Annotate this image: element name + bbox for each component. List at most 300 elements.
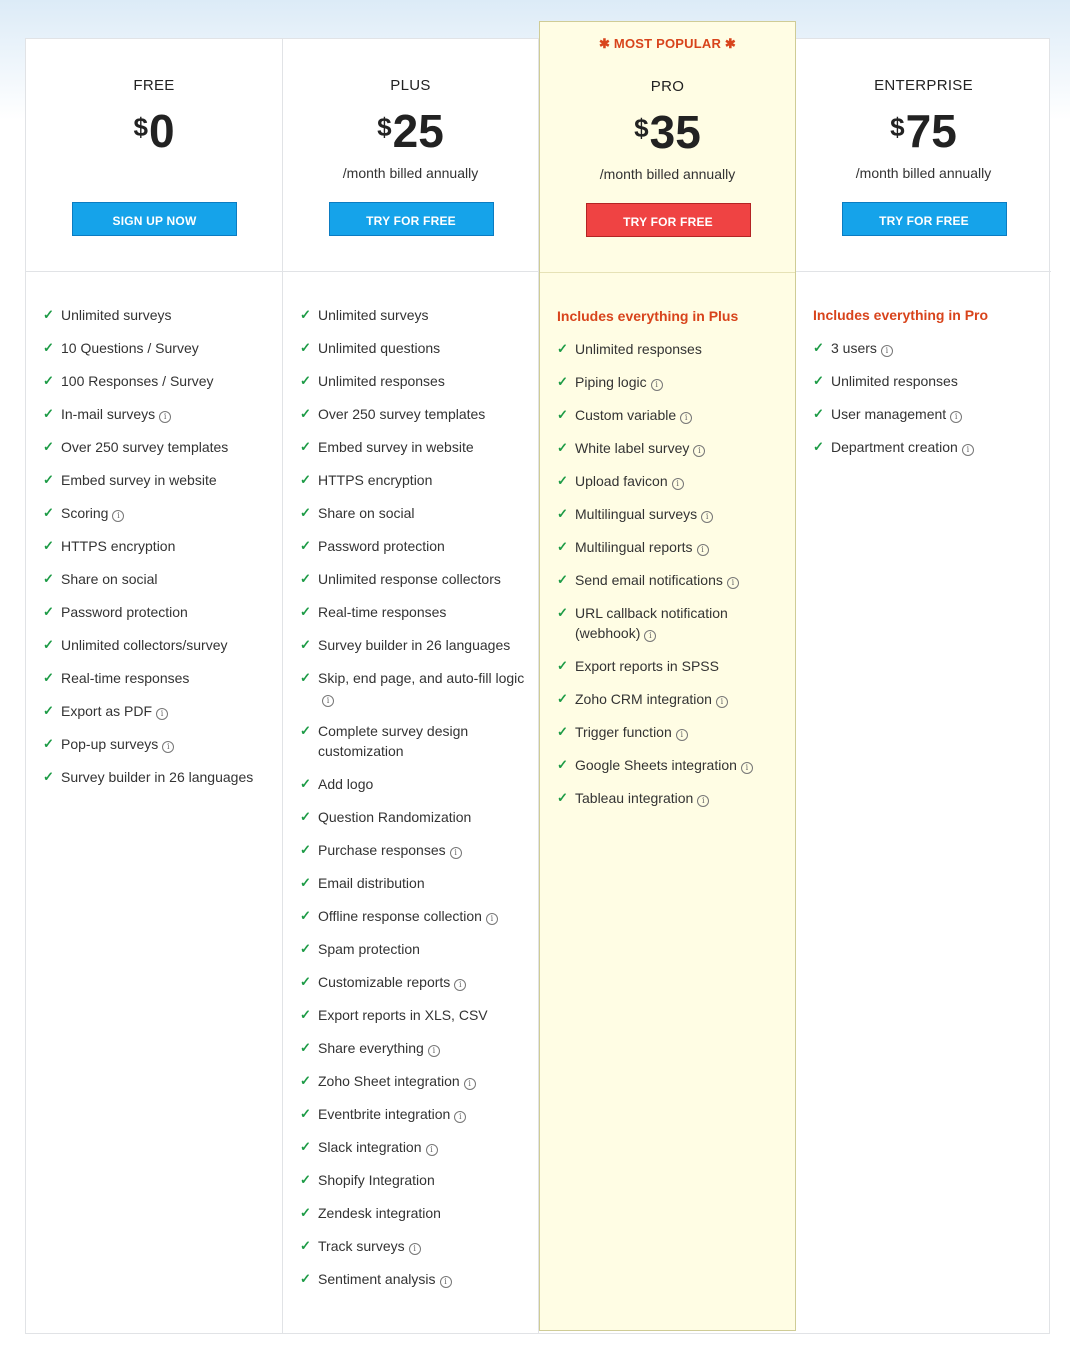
feature-text: Unlimited responses — [831, 373, 958, 389]
feature-item — [557, 656, 783, 676]
feature-label — [61, 470, 217, 490]
pricing-table — [25, 38, 1050, 1334]
checkmark-icon: ✓ — [557, 572, 568, 587]
feature-item — [300, 503, 526, 523]
feature-label — [318, 569, 501, 589]
feature-item — [557, 372, 783, 392]
info-icon[interactable]: i — [450, 847, 462, 859]
feature-label — [318, 305, 428, 325]
checkmark-icon: ✓ — [300, 941, 311, 956]
feature-item — [43, 602, 270, 622]
feature-text: Export reports in SPSS — [575, 658, 719, 674]
feature-label — [575, 656, 719, 676]
feature-item — [813, 404, 1039, 424]
price-amount: 25 — [392, 105, 444, 157]
feature-label — [318, 1038, 440, 1058]
feature-label — [318, 939, 420, 959]
info-icon[interactable]: i — [454, 979, 466, 991]
feature-label — [575, 788, 709, 808]
feature-label — [61, 404, 171, 424]
feature-text: Share on social — [318, 505, 415, 521]
sign-up-now-button[interactable]: SIGN UP NOW — [72, 202, 237, 236]
feature-item — [557, 689, 783, 709]
billing-period: /month billed annually — [599, 166, 736, 182]
feature-label — [61, 503, 124, 523]
feature-item — [43, 668, 270, 688]
feature-label — [318, 721, 526, 761]
feature-item — [300, 1170, 526, 1190]
feature-label — [61, 305, 171, 325]
price-amount: 0 — [148, 105, 175, 157]
plan-name: ENTERPRISE — [874, 77, 973, 94]
feature-text: Slack integration — [318, 1139, 422, 1155]
feature-item — [300, 807, 526, 827]
feature-item — [300, 338, 526, 358]
feature-text: Export as PDF — [61, 703, 153, 719]
price-amount: 75 — [905, 105, 957, 157]
checkmark-icon: ✓ — [300, 974, 311, 989]
checkmark-icon: ✓ — [300, 538, 311, 553]
feature-label — [318, 1071, 476, 1091]
checkmark-icon: ✓ — [300, 1040, 311, 1055]
info-icon[interactable]: i — [950, 411, 962, 423]
feature-text: Upload favicon — [575, 473, 668, 489]
feature-text: URL callback notification (webhook) — [575, 605, 728, 641]
feature-text: Piping logic — [575, 374, 647, 390]
feature-label — [61, 536, 175, 556]
feature-text: HTTPS encryption — [318, 472, 433, 488]
checkmark-icon: ✓ — [300, 373, 311, 388]
info-icon[interactable]: i — [644, 630, 656, 642]
feature-label — [318, 1005, 488, 1025]
feature-text: 3 users — [831, 340, 877, 356]
feature-item — [300, 1038, 526, 1058]
feature-label — [575, 372, 663, 392]
checkmark-icon: ✓ — [43, 637, 54, 652]
plan-column-plus — [283, 39, 539, 1333]
checkmark-icon: ✓ — [300, 604, 311, 619]
feature-item — [300, 635, 526, 655]
feature-item — [300, 1071, 526, 1091]
info-icon[interactable]: i — [727, 577, 739, 589]
checkmark-icon: ✓ — [300, 472, 311, 487]
feature-item — [43, 305, 270, 325]
checkmark-icon: ✓ — [43, 670, 54, 685]
checkmark-icon: ✓ — [43, 472, 54, 487]
feature-text: Unlimited surveys — [318, 307, 429, 323]
plan-header — [283, 39, 538, 272]
info-icon[interactable]: i — [464, 1078, 476, 1090]
feature-label — [575, 504, 713, 524]
checkmark-icon: ✓ — [300, 1073, 311, 1088]
info-icon[interactable]: i — [112, 510, 124, 522]
info-icon[interactable]: i — [693, 445, 705, 457]
checkmark-icon: ✓ — [557, 757, 568, 772]
feature-text: Export reports in XLS, CSV — [318, 1007, 488, 1023]
checkmark-icon: ✓ — [300, 505, 311, 520]
feature-label — [318, 1203, 441, 1223]
plan-price — [26, 105, 282, 157]
feature-item — [300, 774, 526, 794]
checkmark-icon: ✓ — [557, 341, 568, 356]
feature-item — [300, 437, 526, 457]
checkmark-icon: ✓ — [300, 1106, 311, 1121]
feature-label — [318, 873, 425, 893]
checkmark-icon: ✓ — [557, 506, 568, 521]
currency-symbol: $ — [133, 112, 148, 142]
checkmark-icon: ✓ — [300, 1205, 311, 1220]
feature-label — [575, 405, 692, 425]
feature-text: White label survey — [575, 440, 690, 456]
feature-label — [318, 668, 526, 708]
info-icon[interactable]: i — [651, 379, 663, 391]
feature-label — [318, 404, 485, 424]
feature-item — [300, 470, 526, 490]
feature-text: Unlimited questions — [318, 340, 441, 356]
info-icon[interactable]: i — [426, 1144, 438, 1156]
feature-text: Track surveys — [318, 1238, 405, 1254]
checkmark-icon: ✓ — [300, 637, 311, 652]
feature-item — [557, 755, 783, 775]
feature-item — [43, 437, 270, 457]
feature-label — [831, 404, 962, 424]
checkmark-icon: ✓ — [43, 538, 54, 553]
feature-item — [300, 873, 526, 893]
feature-item — [43, 734, 270, 754]
feature-label — [61, 734, 174, 754]
info-icon[interactable]: i — [697, 795, 709, 807]
info-icon[interactable]: i — [881, 345, 893, 357]
plan-column-free — [26, 39, 283, 1333]
feature-item — [43, 404, 270, 424]
feature-label — [575, 603, 783, 643]
feature-text: Unlimited responses — [575, 341, 702, 357]
feature-text: Zoho CRM integration — [575, 691, 712, 707]
feature-text: Department creation — [831, 439, 958, 455]
feature-item — [300, 721, 526, 761]
feature-label — [318, 602, 446, 622]
feature-item — [300, 1236, 526, 1256]
checkmark-icon: ✓ — [557, 790, 568, 805]
feature-item — [300, 668, 526, 708]
plan-header — [796, 39, 1051, 272]
feature-item — [557, 570, 783, 590]
feature-item — [300, 939, 526, 959]
feature-text: Zoho Sheet integration — [318, 1073, 460, 1089]
currency-symbol: $ — [634, 113, 649, 143]
checkmark-icon: ✓ — [813, 406, 824, 421]
feature-text: Share on social — [61, 571, 158, 587]
checkmark-icon: ✓ — [300, 875, 311, 890]
feature-item — [43, 635, 270, 655]
feature-label — [318, 1236, 421, 1256]
feature-item — [813, 437, 1039, 457]
feature-label — [318, 972, 466, 992]
checkmark-icon: ✓ — [813, 439, 824, 454]
feature-label — [831, 371, 958, 391]
feature-text: Purchase responses — [318, 842, 446, 858]
feature-label — [61, 602, 188, 622]
info-icon[interactable]: i — [156, 708, 168, 720]
feature-text: Unlimited response collectors — [318, 571, 501, 587]
feature-label — [318, 437, 474, 457]
feature-item — [300, 1137, 526, 1157]
feature-label — [318, 840, 462, 860]
feature-text: Sentiment analysis — [318, 1271, 436, 1287]
info-icon[interactable]: i — [672, 478, 684, 490]
checkmark-icon: ✓ — [43, 505, 54, 520]
feature-label — [575, 438, 705, 458]
feature-label — [831, 338, 893, 358]
feature-label — [575, 722, 688, 742]
checkmark-icon: ✓ — [300, 1238, 311, 1253]
try-for-free-button[interactable]: TRY FOR FREE — [329, 202, 494, 236]
feature-label — [61, 635, 228, 655]
feature-item — [557, 603, 783, 643]
feature-item — [557, 405, 783, 425]
feature-text: Shopify Integration — [318, 1172, 435, 1188]
feature-item — [300, 371, 526, 391]
feature-text: Email distribution — [318, 875, 425, 891]
feature-text: Over 250 survey templates — [318, 406, 486, 422]
feature-text: Spam protection — [318, 941, 420, 957]
info-icon[interactable]: i — [716, 696, 728, 708]
feature-label — [61, 767, 253, 787]
checkmark-icon: ✓ — [557, 374, 568, 389]
checkmark-icon: ✓ — [43, 604, 54, 619]
feature-label — [61, 371, 214, 391]
feature-label — [575, 689, 728, 709]
feature-item — [557, 438, 783, 458]
feature-item — [557, 788, 783, 808]
feature-item — [300, 1005, 526, 1025]
plan-name: PLUS — [390, 77, 431, 94]
most-popular-badge: ✱ MOST POPULAR ✱ — [599, 36, 736, 51]
checkmark-icon: ✓ — [300, 1172, 311, 1187]
feature-item — [43, 536, 270, 556]
feature-text: 10 Questions / Survey — [61, 340, 199, 356]
info-icon[interactable]: i — [741, 762, 753, 774]
feature-label — [575, 755, 753, 775]
feature-text: Complete survey design customization — [318, 723, 469, 759]
info-icon[interactable]: i — [428, 1045, 440, 1057]
feature-item — [557, 339, 783, 359]
feature-label — [575, 471, 684, 491]
feature-item — [557, 722, 783, 742]
feature-text: Real-time responses — [318, 604, 447, 620]
feature-text: Multilingual reports — [575, 539, 693, 555]
checkmark-icon: ✓ — [557, 605, 568, 620]
includes-note: Includes everything in Pro — [813, 307, 989, 323]
feature-label — [318, 1269, 452, 1289]
includes-note: Includes everything in Plus — [557, 308, 739, 324]
info-icon[interactable]: i — [409, 1243, 421, 1255]
feature-text: Password protection — [318, 538, 445, 554]
feature-text: Eventbrite integration — [318, 1106, 451, 1122]
feature-item — [300, 840, 526, 860]
checkmark-icon: ✓ — [300, 723, 311, 738]
feature-text: Unlimited responses — [318, 373, 445, 389]
feature-label — [318, 774, 373, 794]
checkmark-icon: ✓ — [300, 340, 311, 355]
checkmark-icon: ✓ — [43, 571, 54, 586]
feature-text: Survey builder in 26 languages — [318, 637, 511, 653]
checkmark-icon: ✓ — [557, 440, 568, 455]
feature-item — [43, 470, 270, 490]
checkmark-icon: ✓ — [43, 439, 54, 454]
feature-label — [575, 339, 702, 359]
plan-header — [540, 40, 795, 273]
feature-item — [300, 305, 526, 325]
checkmark-icon: ✓ — [43, 736, 54, 751]
feature-text: HTTPS encryption — [61, 538, 176, 554]
currency-symbol: $ — [890, 112, 905, 142]
info-icon[interactable]: i — [701, 511, 713, 523]
checkmark-icon: ✓ — [43, 406, 54, 421]
feature-item — [43, 503, 270, 523]
feature-text: Custom variable — [575, 407, 677, 423]
feature-item — [557, 504, 783, 524]
plan-price — [540, 106, 795, 158]
feature-text: Pop-up surveys — [61, 736, 159, 752]
feature-text: Tableau integration — [575, 790, 694, 806]
feature-text: Unlimited collectors/survey — [61, 637, 228, 653]
feature-label — [61, 668, 189, 688]
info-icon[interactable]: i — [159, 411, 171, 423]
feature-text: Zendesk integration — [318, 1205, 441, 1221]
checkmark-icon: ✓ — [813, 373, 824, 388]
info-icon[interactable]: i — [440, 1276, 452, 1288]
checkmark-icon: ✓ — [300, 406, 311, 421]
feature-item — [300, 1104, 526, 1124]
info-icon[interactable]: i — [454, 1111, 466, 1123]
try-for-free-button[interactable]: TRY FOR FREE — [842, 202, 1007, 236]
feature-item — [300, 1269, 526, 1289]
feature-text: Survey builder in 26 languages — [61, 769, 254, 785]
feature-text: Offline response collection — [318, 908, 482, 924]
feature-label — [318, 906, 498, 926]
try-for-free-button[interactable]: TRY FOR FREE — [586, 203, 751, 237]
plan-column-pro — [539, 21, 796, 1331]
feature-text: Skip, end page, and auto-fill logic — [318, 670, 525, 686]
feature-text: Add logo — [318, 776, 374, 792]
checkmark-icon: ✓ — [557, 407, 568, 422]
feature-label — [318, 1137, 438, 1157]
feature-text: Trigger function — [575, 724, 672, 740]
info-icon[interactable]: i — [962, 444, 974, 456]
feature-item — [43, 767, 270, 787]
feature-item — [557, 471, 783, 491]
checkmark-icon: ✓ — [557, 724, 568, 739]
checkmark-icon: ✓ — [43, 769, 54, 784]
checkmark-icon: ✓ — [43, 340, 54, 355]
feature-item — [300, 536, 526, 556]
feature-item — [813, 338, 1039, 358]
feature-text: Question Randomization — [318, 809, 472, 825]
plan-price — [283, 105, 538, 157]
feature-label — [61, 569, 158, 589]
checkmark-icon: ✓ — [300, 842, 311, 857]
checkmark-icon: ✓ — [300, 1007, 311, 1022]
feature-item — [43, 371, 270, 391]
feature-item — [300, 569, 526, 589]
checkmark-icon: ✓ — [300, 1139, 311, 1154]
feature-item — [557, 537, 783, 557]
feature-text: User management — [831, 406, 947, 422]
feature-text: Embed survey in website — [318, 439, 474, 455]
feature-label — [318, 1104, 466, 1124]
info-icon[interactable]: i — [676, 729, 688, 741]
feature-item — [300, 906, 526, 926]
feature-text: Over 250 survey templates — [61, 439, 229, 455]
info-icon[interactable]: i — [322, 695, 334, 707]
checkmark-icon: ✓ — [43, 307, 54, 322]
feature-label — [831, 437, 974, 457]
checkmark-icon: ✓ — [43, 703, 54, 718]
info-icon[interactable]: i — [486, 913, 498, 925]
info-icon[interactable]: i — [697, 544, 709, 556]
checkmark-icon: ✓ — [300, 439, 311, 454]
checkmark-icon: ✓ — [300, 908, 311, 923]
plan-name: FREE — [133, 77, 175, 94]
feature-label — [61, 437, 228, 457]
checkmark-icon: ✓ — [300, 776, 311, 791]
feature-text: 100 Responses / Survey — [61, 373, 214, 389]
feature-text: Google Sheets integration — [575, 757, 737, 773]
feature-label — [61, 338, 199, 358]
feature-text: Scoring — [61, 505, 109, 521]
checkmark-icon: ✓ — [300, 307, 311, 322]
checkmark-icon: ✓ — [300, 670, 311, 685]
feature-item — [300, 1203, 526, 1223]
feature-text: Share everything — [318, 1040, 424, 1056]
info-icon[interactable]: i — [162, 741, 174, 753]
feature-label — [318, 635, 510, 655]
feature-text: Embed survey in website — [61, 472, 217, 488]
feature-item — [43, 569, 270, 589]
checkmark-icon: ✓ — [557, 539, 568, 554]
info-icon[interactable]: i — [680, 412, 692, 424]
feature-list — [300, 305, 526, 1302]
billing-period: /month billed annually — [855, 165, 992, 181]
currency-symbol: $ — [377, 112, 392, 142]
plan-column-enterprise — [796, 39, 1051, 1333]
feature-item — [43, 338, 270, 358]
feature-text: Multilingual surveys — [575, 506, 698, 522]
feature-label — [318, 371, 445, 391]
feature-text: Send email notifications — [575, 572, 723, 588]
feature-text: In-mail surveys — [61, 406, 156, 422]
feature-label — [318, 338, 440, 358]
feature-label — [318, 536, 445, 556]
feature-label — [61, 701, 168, 721]
feature-text: Password protection — [61, 604, 188, 620]
billing-period: /month billed annually — [342, 165, 479, 181]
feature-item — [813, 371, 1039, 391]
checkmark-icon: ✓ — [300, 809, 311, 824]
checkmark-icon: ✓ — [300, 571, 311, 586]
checkmark-icon: ✓ — [557, 473, 568, 488]
feature-label — [575, 537, 709, 557]
feature-label — [318, 807, 471, 827]
checkmark-icon: ✓ — [43, 373, 54, 388]
feature-item — [43, 701, 270, 721]
feature-item — [300, 972, 526, 992]
checkmark-icon: ✓ — [813, 340, 824, 355]
feature-label — [575, 570, 739, 590]
feature-text: Real-time responses — [61, 670, 190, 686]
feature-list — [557, 306, 783, 821]
